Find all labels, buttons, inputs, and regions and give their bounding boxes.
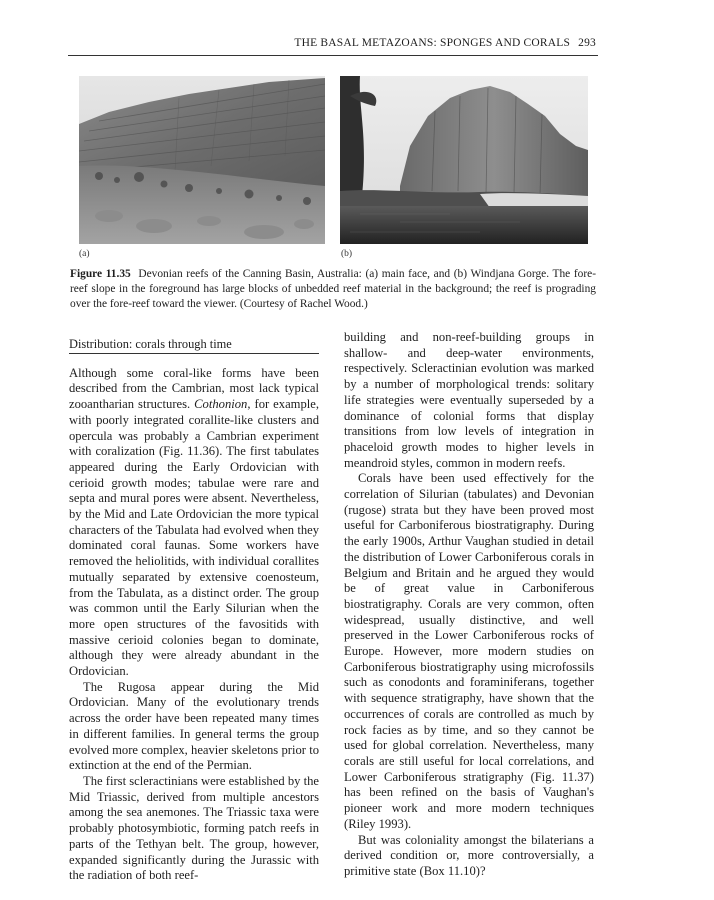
panel-b-label: (b) <box>341 249 353 259</box>
paragraph: The first scleractinians were established by the Mid Triassic, derived from multiple ancestors among the sea anemones. The Triassic taxa were probably photosymbiotic, forming patch reefs in parts of the Tethyan belt. The group, however, expanded significantly during the Jurassic with the radiation of both reef- <box>69 773 319 883</box>
paragraph: But was coloniality amongst the bilaterians a derived condition or, more controversially, a primitive state (Box 11.10)? <box>344 832 594 878</box>
paragraph <box>69 366 319 680</box>
paragraph-text: , for example, with poorly integrated corallite-like clusters and opercula was probably a Cambrian experiment with coralization (Fig. 11.36). The first tabulates appeared during the Early Ordovician with cerioid growth modes; tabulae were rare and septa and mural pores were absent. Nevertheless, by the Mid and Late Ordovician the more typical characters of the Tabulata had evolved when they dominated coral faunas. Some workers have removed the heliolitids, with individual corallites mutually separated by extensive coenosteum, from the Tabulata, as a distinct order. The group was common until the Early Silurian when the more open structures of the favositids with massive cerioid colonies began to dominate, although they were already abundant in the Ordovician. <box>69 397 319 679</box>
right-column <box>344 330 594 880</box>
running-header <box>70 37 596 49</box>
genus-name: Cothonion <box>194 397 248 412</box>
photo-reef-main-face <box>79 76 325 244</box>
photo-windjana-gorge <box>340 76 588 244</box>
section-heading: Distribution: corals through time <box>69 337 319 354</box>
paragraph: building and non-reef-building groups in shallow- and deep-water environments, respectively. Scleractinian evolution was marked by a number of morphological trends: solitary life strategies were eventually superseded by a dominance of colonial forms that display transitions from low levels of integration in phaceloid growth modes to higher levels in meandroid styles, common in modern reefs. <box>344 330 594 470</box>
panel-a-label: (a) <box>79 249 90 259</box>
header-rule <box>68 55 598 56</box>
paragraph: The Rugosa appear during the Mid Ordovician. Many of the evolutionary trends across the order have been repeated many times in different families. In general terms the group evolved more complex, heavier skeletons prior to extinction at the end of the Permian. <box>69 679 319 773</box>
paragraph: Corals have been used effectively for the correlation of Silurian (tabulates) and Devonian (rugose) strata but they have been proved most useful for Carboniferous biostratigraphy. During the early 1900s, Arthur Vaughan studied in detail the distribution of Lower Carboniferous corals in Belgium and Britain and he argued they would be of great value in Carboniferous biostratigraphy. Corals are very common, often widespread, usually distinctive, and well preserved in the Lower Carboniferous rocks of Europe. However, more modern studies on Carboniferous biostratigraphy using microfossils such as conodonts and foraminiferans, together with sequence stratigraphy, have shown that the occurrences of corals are controlled as much by rock facies as by time, and so they cannot be used for global correlation. Nevertheless, many corals are still useful for local correlations, and Lower Carboniferous stratigraphy (Fig. 11.37) has been refined on the basis of Vaughan's pioneer work and more modern techniques (Riley 1993). <box>344 471 594 831</box>
figure-number: Figure 11.35 <box>70 268 131 280</box>
running-title: THE BASAL METAZOANS: SPONGES AND CORALS <box>294 37 571 49</box>
page-number: 293 <box>578 37 596 49</box>
figure-caption-text: Devonian reefs of the Canning Basin, Australia: (a) main face, and (b) Windjana Gorge. The fore-reef slope in the foreground has large blocks of unbedded reef material in the background; the reef is prograding over the fore-reef toward the viewer. (Courtesy of Rachel Wood.) <box>70 268 596 310</box>
paragraph-text: Although some coral-like forms have been described from the Cambrian, most lack typical zooantharian structures. <box>69 365 319 412</box>
figure-caption <box>70 267 596 312</box>
left-column <box>69 330 319 884</box>
